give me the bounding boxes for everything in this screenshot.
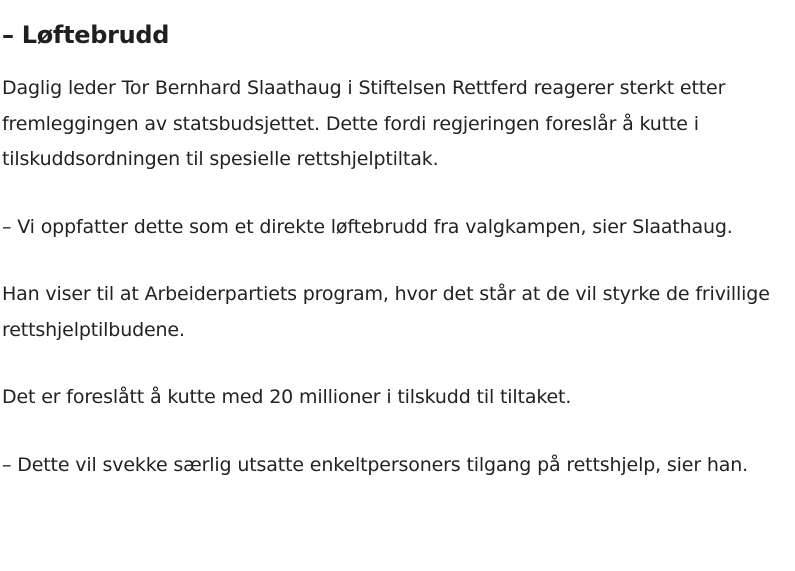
paragraph-5-quote: – Dette vil svekke særlig utsatte enkeltpersoners tilgang på rettshjelp, sier han. — [2, 453, 749, 476]
paragraph-3: Han viser til at Arbeiderpartiets program, hvor det står at de vil styrke de frivillige rettshjelptilbudene. — [2, 283, 770, 341]
article-body — [2, 0, 792, 483]
paragraph-4: Det er foreslått å kutte med 20 millioner i tilskudd til tiltaket. — [2, 386, 572, 408]
section-heading: – Løftebrudd — [2, 21, 170, 49]
paragraph-2-quote: – Vi oppfatter dette som et direkte løftebrudd fra valgkampen, sier Slaathaug. — [2, 215, 733, 238]
paragraph-1: Daglig leder Tor Bernhard Slaathaug i Stiftelsen Rettferd reagerer sterkt etter fremleggingen av statsbudsjettet. Dette fordi regjeringen foreslår å kutte i tilskuddsordningen til spesielle rettshjelptiltak. — [2, 77, 726, 170]
